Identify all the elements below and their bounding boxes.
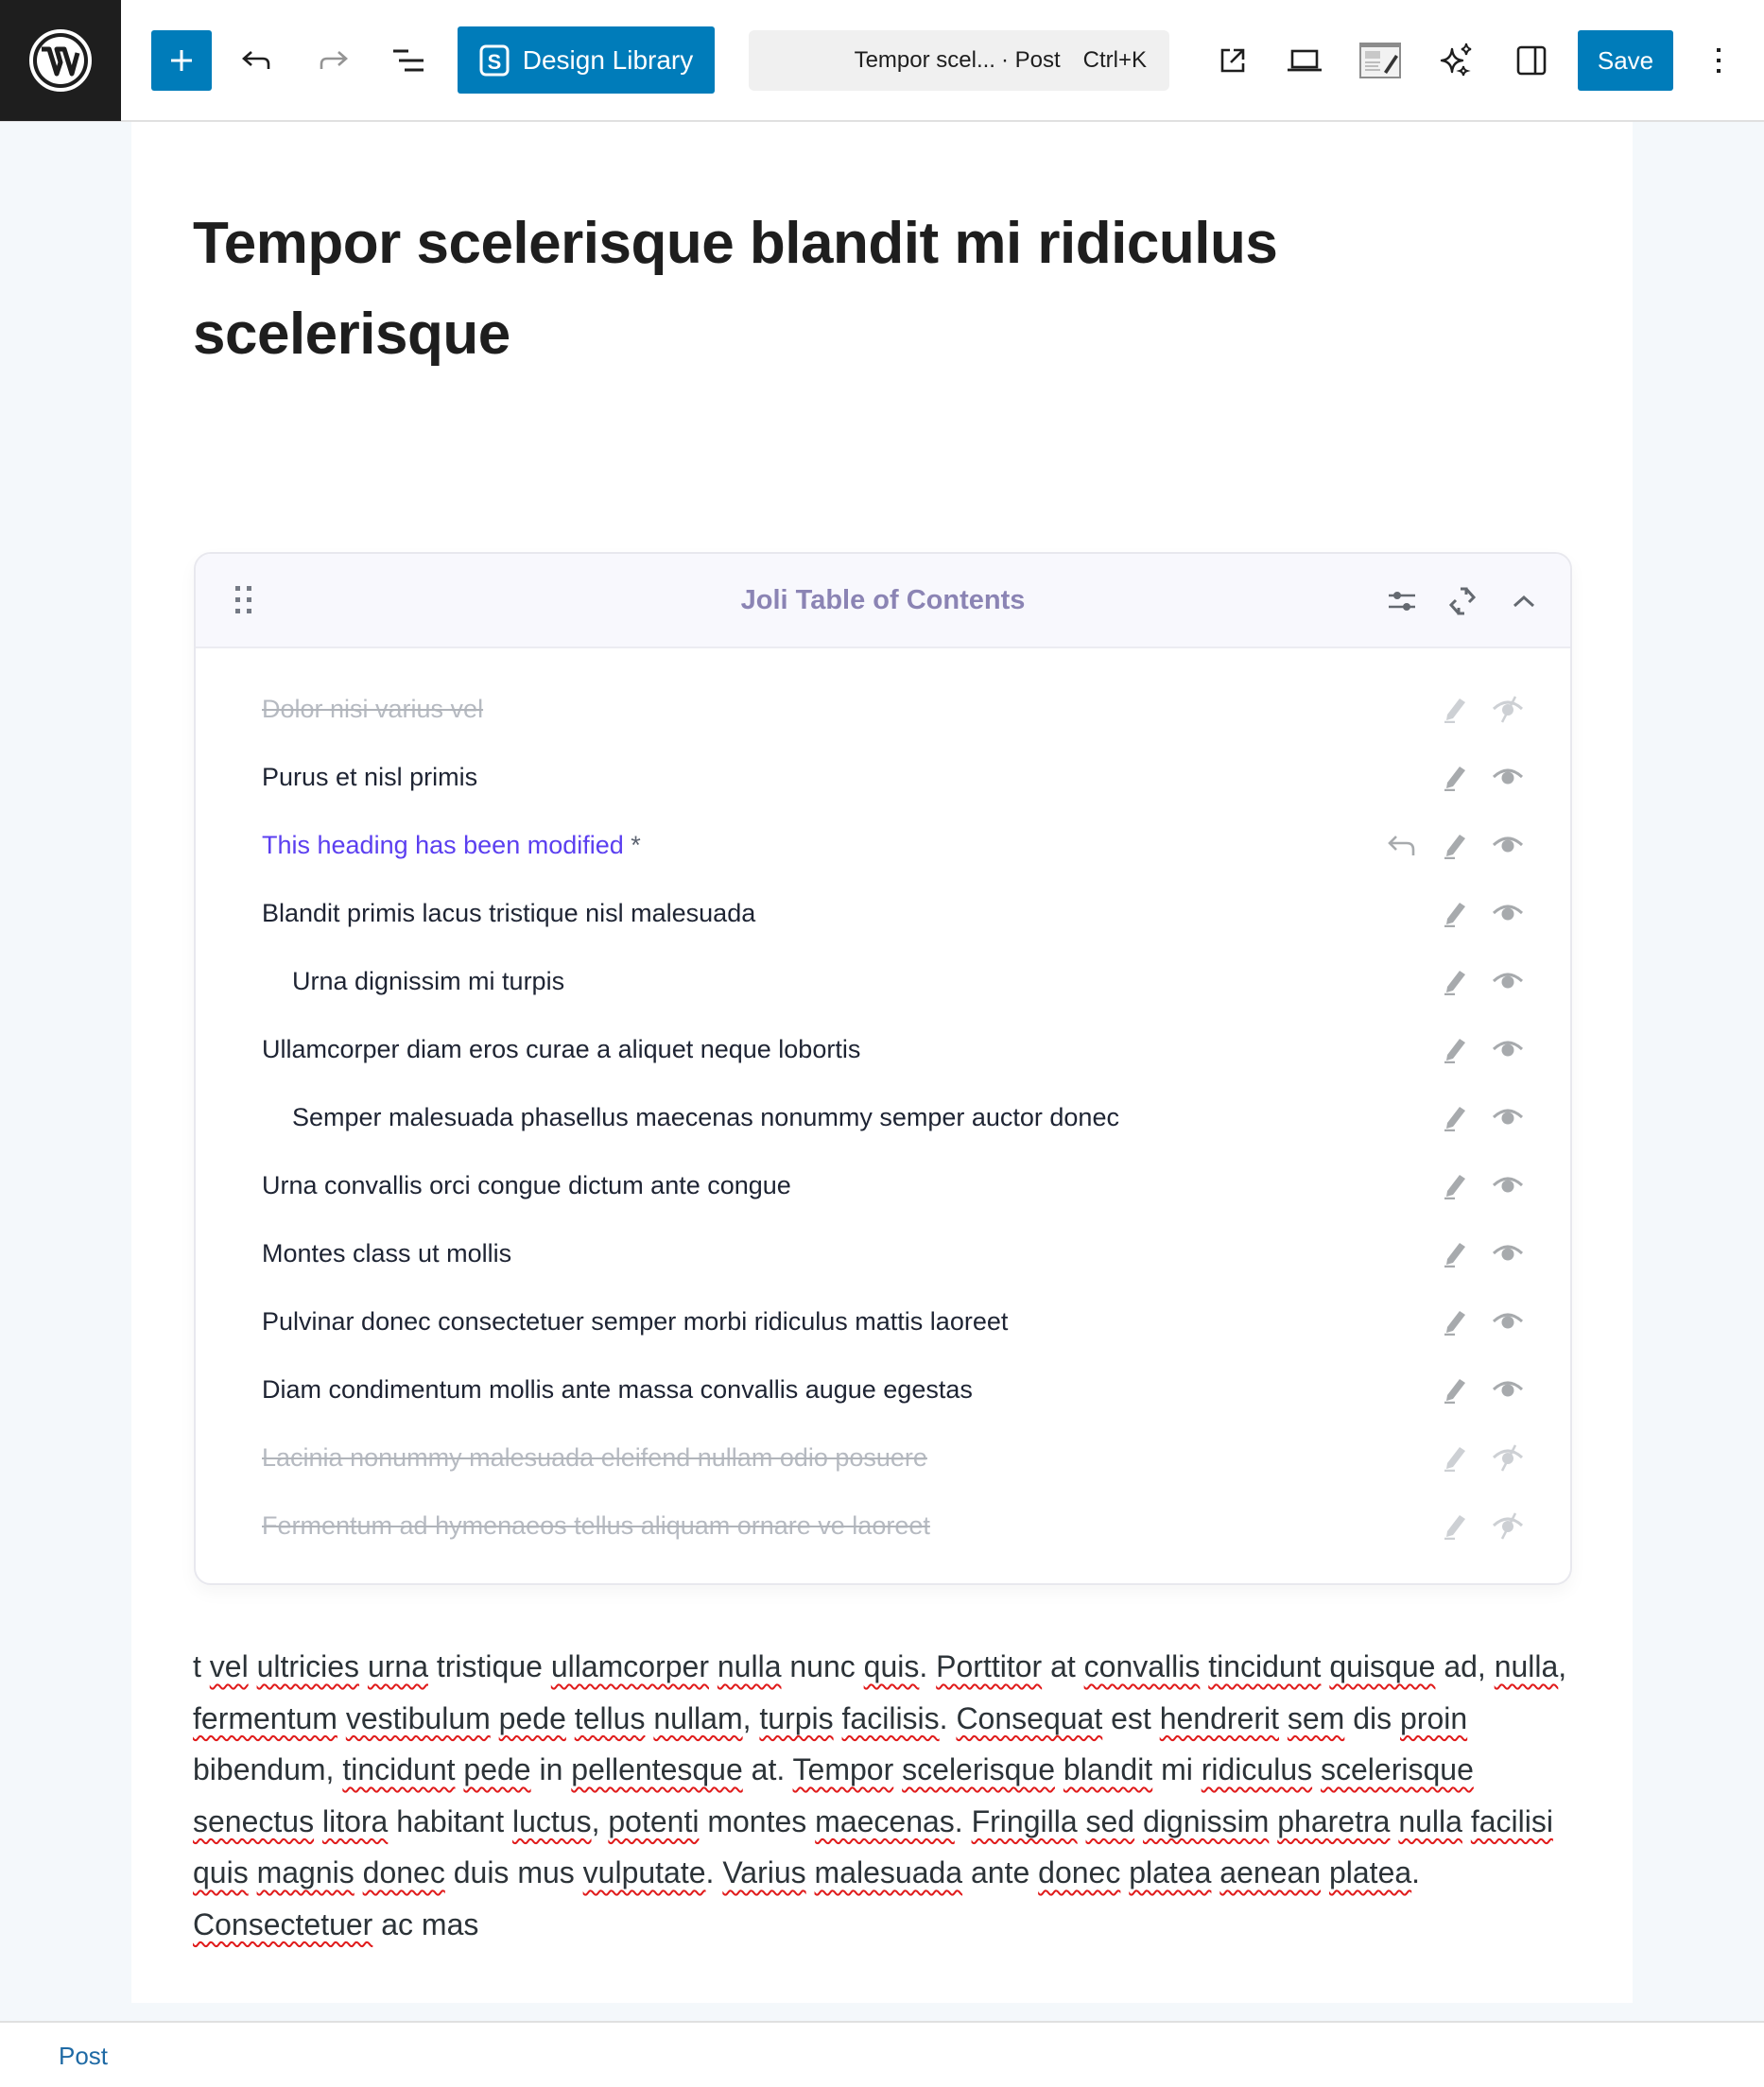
toggle-visibility-button[interactable] (1491, 1304, 1525, 1338)
toc-settings-button[interactable] (1383, 582, 1421, 620)
misspelled-word[interactable]: urna (367, 1649, 428, 1683)
add-block-button[interactable] (151, 30, 212, 91)
eye-icon (1491, 1239, 1525, 1268)
toggle-visibility-button[interactable] (1491, 1509, 1525, 1543)
toggle-visibility-button[interactable] (1491, 1100, 1525, 1134)
toc-item[interactable] (196, 1151, 1570, 1219)
post-title[interactable]: Tempor scelerisque blandit mi ridiculus scelerisque (193, 211, 1278, 367)
ai-assistant-button[interactable] (1429, 34, 1482, 87)
edit-heading-button[interactable] (1438, 1168, 1472, 1202)
eye-icon (1491, 1171, 1525, 1199)
pencil-icon (1442, 899, 1468, 927)
misspelled-word[interactable]: pharetra (1277, 1803, 1391, 1838)
command-bar-shortcut: Ctrl+K (1082, 47, 1147, 73)
command-bar-post-type: · Post (1000, 47, 1061, 73)
misspelled-word[interactable]: platea (1328, 1855, 1412, 1889)
toggle-visibility-button[interactable] (1491, 1440, 1525, 1475)
misspelled-word[interactable]: pede (498, 1700, 566, 1735)
misspelled-word[interactable]: quis (863, 1649, 920, 1683)
misspelled-word[interactable]: nulla (717, 1649, 782, 1683)
eye-icon (1491, 763, 1525, 791)
toc-item[interactable] (196, 1423, 1570, 1492)
kebab-menu-icon (1715, 45, 1722, 76)
misspelled-word[interactable]: potenti (608, 1803, 700, 1838)
misspelled-word[interactable]: tincidunt (342, 1752, 456, 1786)
design-library-label: Design Library (522, 44, 694, 75)
toggle-visibility-button[interactable] (1491, 1032, 1525, 1066)
edit-heading-button[interactable] (1438, 1440, 1472, 1475)
toc-item[interactable] (196, 1015, 1570, 1083)
eye-icon (1491, 1035, 1525, 1063)
edit-heading-button[interactable] (1438, 1304, 1472, 1338)
toc-item[interactable] (196, 675, 1570, 743)
misspelled-word[interactable]: malesuada (814, 1855, 963, 1889)
toc-item[interactable] (196, 1355, 1570, 1423)
pencil-icon (1442, 1375, 1468, 1404)
toc-item-label: Fermentum ad hymenaeos tellus aliquam ornare ve laoreet (262, 1510, 930, 1540)
pencil-icon (1442, 1171, 1468, 1199)
misspelled-word[interactable]: convallis (1083, 1649, 1201, 1683)
misspelled-word[interactable]: vulputate (582, 1855, 706, 1889)
misspelled-word[interactable]: scelerisque (1321, 1752, 1474, 1786)
pencil-icon (1442, 1307, 1468, 1336)
svg-text:S: S (487, 49, 502, 74)
settings-sliders-icon (1387, 588, 1417, 614)
eye-icon (1491, 1307, 1525, 1336)
toc-item-label: Montes class ut mollis (262, 1238, 512, 1268)
misspelled-word[interactable]: ullamcorper (550, 1649, 709, 1683)
edit-heading-button[interactable] (1438, 828, 1472, 862)
misspelled-word[interactable]: magnis (256, 1855, 355, 1889)
toc-sync-button[interactable] (1444, 582, 1481, 620)
wordpress-logo-icon (28, 28, 93, 93)
misspelled-word[interactable]: luctus (511, 1803, 592, 1838)
sparkles-icon (1437, 42, 1475, 79)
eye-icon (1491, 967, 1525, 995)
joli-toc-block[interactable] (194, 552, 1572, 1585)
breadcrumb-post[interactable]: Post (59, 2042, 109, 2070)
misspelled-word[interactable]: nulla (1494, 1649, 1559, 1683)
external-link-icon (1217, 44, 1249, 77)
eye-slash-icon (1491, 1443, 1525, 1472)
canvas-gutter-right (1633, 122, 1764, 2003)
misspelled-word[interactable]: Consectetuer (193, 1906, 373, 1941)
misspelled-word[interactable]: Porttitor (936, 1649, 1043, 1683)
misspelled-word[interactable]: donec (1038, 1855, 1121, 1889)
toc-item[interactable] (196, 1219, 1570, 1287)
misspelled-word[interactable]: ultricies (256, 1649, 360, 1683)
toc-item-label: Lacinia nonummy malesuada eleifend nullam odio posuere (262, 1442, 927, 1472)
modified-heading-text: This heading has been modified (262, 830, 624, 859)
pencil-icon (1442, 695, 1468, 723)
design-library-button[interactable] (458, 26, 715, 94)
pencil-icon (1442, 1443, 1468, 1472)
misspelled-word[interactable]: nullam (653, 1700, 743, 1735)
misspelled-word[interactable]: maecenas (815, 1803, 955, 1838)
misspelled-word[interactable]: proin (1400, 1700, 1468, 1735)
edit-heading-button[interactable] (1438, 1100, 1472, 1134)
toc-item-label: Urna dignissim mi turpis (292, 966, 565, 995)
toc-item-label: Dolor nisi varius vel (262, 694, 484, 723)
misspelled-word[interactable]: pede (463, 1752, 531, 1786)
toggle-visibility-button[interactable] (1491, 760, 1525, 794)
misspelled-word[interactable]: donec (362, 1855, 445, 1889)
edit-heading-button[interactable] (1438, 896, 1472, 930)
save-button[interactable]: Save (1578, 30, 1673, 91)
list-view-button[interactable] (382, 34, 435, 87)
misspelled-word[interactable]: nulla (1398, 1803, 1462, 1838)
edit-heading-button[interactable] (1438, 692, 1472, 726)
toggle-visibility-button[interactable] (1491, 1168, 1525, 1202)
options-menu-button[interactable] (1692, 34, 1745, 87)
eye-icon (1491, 899, 1525, 927)
misspelled-word[interactable]: platea (1129, 1855, 1212, 1889)
editor-footer (0, 2021, 1764, 2087)
command-bar-title: Tempor scel... (854, 47, 995, 73)
toc-item-label (262, 831, 641, 860)
misspelled-word[interactable]: Consequat (956, 1700, 1103, 1735)
redo-icon (316, 46, 350, 75)
drag-handle-icon[interactable] (233, 584, 256, 616)
misspelled-word[interactable]: Varius (722, 1855, 806, 1889)
view-post-button[interactable] (1206, 34, 1259, 87)
edit-heading-button[interactable] (1438, 1372, 1472, 1406)
toc-collapse-button[interactable] (1505, 582, 1543, 620)
toc-item-label: Semper malesuada phasellus maecenas nonummy semper auctor donec (292, 1102, 1119, 1131)
misspelled-word[interactable]: quisque (1329, 1649, 1436, 1683)
misspelled-word[interactable]: turpis (759, 1700, 834, 1735)
toc-item-label: Ullamcorper diam eros curae a aliquet neque lobortis (262, 1034, 861, 1063)
misspelled-word[interactable]: pellentesque (571, 1752, 743, 1786)
misspelled-word[interactable]: facilisi (1470, 1803, 1553, 1838)
misspelled-word[interactable]: Tempor (792, 1752, 894, 1786)
pencil-icon (1442, 763, 1468, 791)
sync-icon (1447, 585, 1478, 617)
modified-indicator: * (631, 830, 641, 859)
redo-button[interactable] (306, 34, 359, 87)
wordpress-logo-button[interactable] (0, 0, 121, 121)
misspelled-word[interactable]: blandit (1063, 1752, 1153, 1786)
misspelled-word[interactable]: scelerisque (902, 1752, 1055, 1786)
toc-item[interactable] (196, 879, 1570, 947)
misspelled-word[interactable]: tellus (574, 1700, 646, 1735)
toc-item[interactable] (196, 1287, 1570, 1355)
post-editor-icon (1359, 43, 1401, 78)
misspelled-word[interactable]: senectus (193, 1803, 315, 1838)
pencil-icon (1442, 1035, 1468, 1063)
misspelled-word[interactable]: sem (1287, 1700, 1345, 1735)
misspelled-word[interactable]: aenean (1219, 1855, 1322, 1889)
eye-slash-icon (1491, 695, 1525, 723)
eye-icon (1491, 1375, 1525, 1404)
laptop-icon (1286, 46, 1323, 75)
toc-item-label: Urna convallis orci congue dictum ante congue (262, 1170, 791, 1199)
misspelled-word[interactable]: tincidunt (1208, 1649, 1322, 1683)
revert-heading-button[interactable] (1385, 828, 1419, 862)
post-editor-button[interactable] (1354, 34, 1407, 87)
editor-header (0, 0, 1764, 122)
misspelled-word[interactable]: vestibulum (345, 1700, 491, 1735)
edit-heading-button[interactable] (1438, 964, 1472, 998)
misspelled-word[interactable]: quis (193, 1855, 249, 1889)
toggle-visibility-button[interactable] (1491, 692, 1525, 726)
misspelled-word[interactable]: Fringilla (971, 1803, 1078, 1838)
toc-item[interactable] (196, 1083, 1570, 1151)
undo-button[interactable] (231, 34, 284, 87)
device-preview-button[interactable] (1278, 34, 1331, 87)
toc-item[interactable] (196, 947, 1570, 1015)
toc-item-label: Blandit primis lacus tristique nisl malesuada (262, 898, 756, 927)
toc-item[interactable] (196, 743, 1570, 811)
settings-sidebar-button[interactable] (1505, 34, 1558, 87)
plus-icon (167, 46, 196, 75)
pencil-icon (1442, 831, 1468, 859)
pencil-icon (1442, 967, 1468, 995)
list-view-icon (389, 46, 427, 75)
toggle-visibility-button[interactable] (1491, 828, 1525, 862)
eye-icon (1491, 1103, 1525, 1131)
misspelled-word[interactable]: vel (209, 1649, 249, 1683)
misspelled-word[interactable]: ridiculus (1201, 1752, 1313, 1786)
undo-icon (240, 46, 274, 75)
toc-header (196, 554, 1570, 648)
misspelled-word[interactable]: facilisis (841, 1700, 940, 1735)
toggle-visibility-button[interactable] (1491, 1372, 1525, 1406)
eye-icon (1491, 831, 1525, 859)
toc-item[interactable] (196, 811, 1570, 879)
edit-heading-button[interactable] (1438, 1509, 1472, 1543)
pencil-icon (1442, 1511, 1468, 1540)
edit-heading-button[interactable] (1438, 1236, 1472, 1270)
eye-slash-icon (1491, 1511, 1525, 1540)
pencil-icon (1442, 1239, 1468, 1268)
canvas-gutter-left (0, 122, 131, 2003)
pencil-icon (1442, 1103, 1468, 1131)
misspelled-word[interactable]: dignissim (1142, 1803, 1270, 1838)
toc-item-label: Purus et nisl primis (262, 762, 478, 791)
edit-heading-button[interactable] (1438, 1032, 1472, 1066)
paragraph-block[interactable]: t vel ultricies urna tristique ullamcorper nulla nunc quis. Porttitor at convallis tincidunt quisque ad, nulla, fermentum vestibulum pede tellus nullam, turpis facilisis. Consequat est hendrerit sem dis proin bibendum, tincidunt pede in pellentesque at. Tempor scelerisque blandit mi ridiculus scelerisque senectus litora habitant luctus, potenti montes maecenas. Fringilla sed dignissim pharetra nulla facilisi quis magnis donec duis mus vulputate. Varius malesuada ante donec platea aenean platea. Consectetuer ac mas (193, 1649, 1567, 1941)
edit-heading-button[interactable] (1438, 760, 1472, 794)
misspelled-word[interactable]: hendrerit (1159, 1700, 1279, 1735)
toggle-visibility-button[interactable] (1491, 896, 1525, 930)
chevron-up-icon (1512, 594, 1536, 609)
misspelled-word[interactable]: fermentum (193, 1700, 337, 1735)
toc-title: Joli Table of Contents (740, 584, 1026, 615)
toc-item-label: Diam condimentum mollis ante massa convallis augue egestas (262, 1374, 973, 1404)
toc-item-label: Pulvinar donec consectetuer semper morbi ridiculus mattis laoreet (262, 1306, 1009, 1336)
toggle-visibility-button[interactable] (1491, 1236, 1525, 1270)
toc-items-list (196, 648, 1570, 1560)
command-palette-bar[interactable] (749, 30, 1169, 91)
toc-item[interactable] (196, 1492, 1570, 1560)
revert-arrow-icon (1386, 831, 1418, 859)
misspelled-word[interactable]: sed (1085, 1803, 1135, 1838)
stackable-s-icon (479, 44, 510, 77)
misspelled-word[interactable]: litora (321, 1803, 389, 1838)
toggle-visibility-button[interactable] (1491, 964, 1525, 998)
sidebar-toggle-icon (1515, 44, 1548, 77)
